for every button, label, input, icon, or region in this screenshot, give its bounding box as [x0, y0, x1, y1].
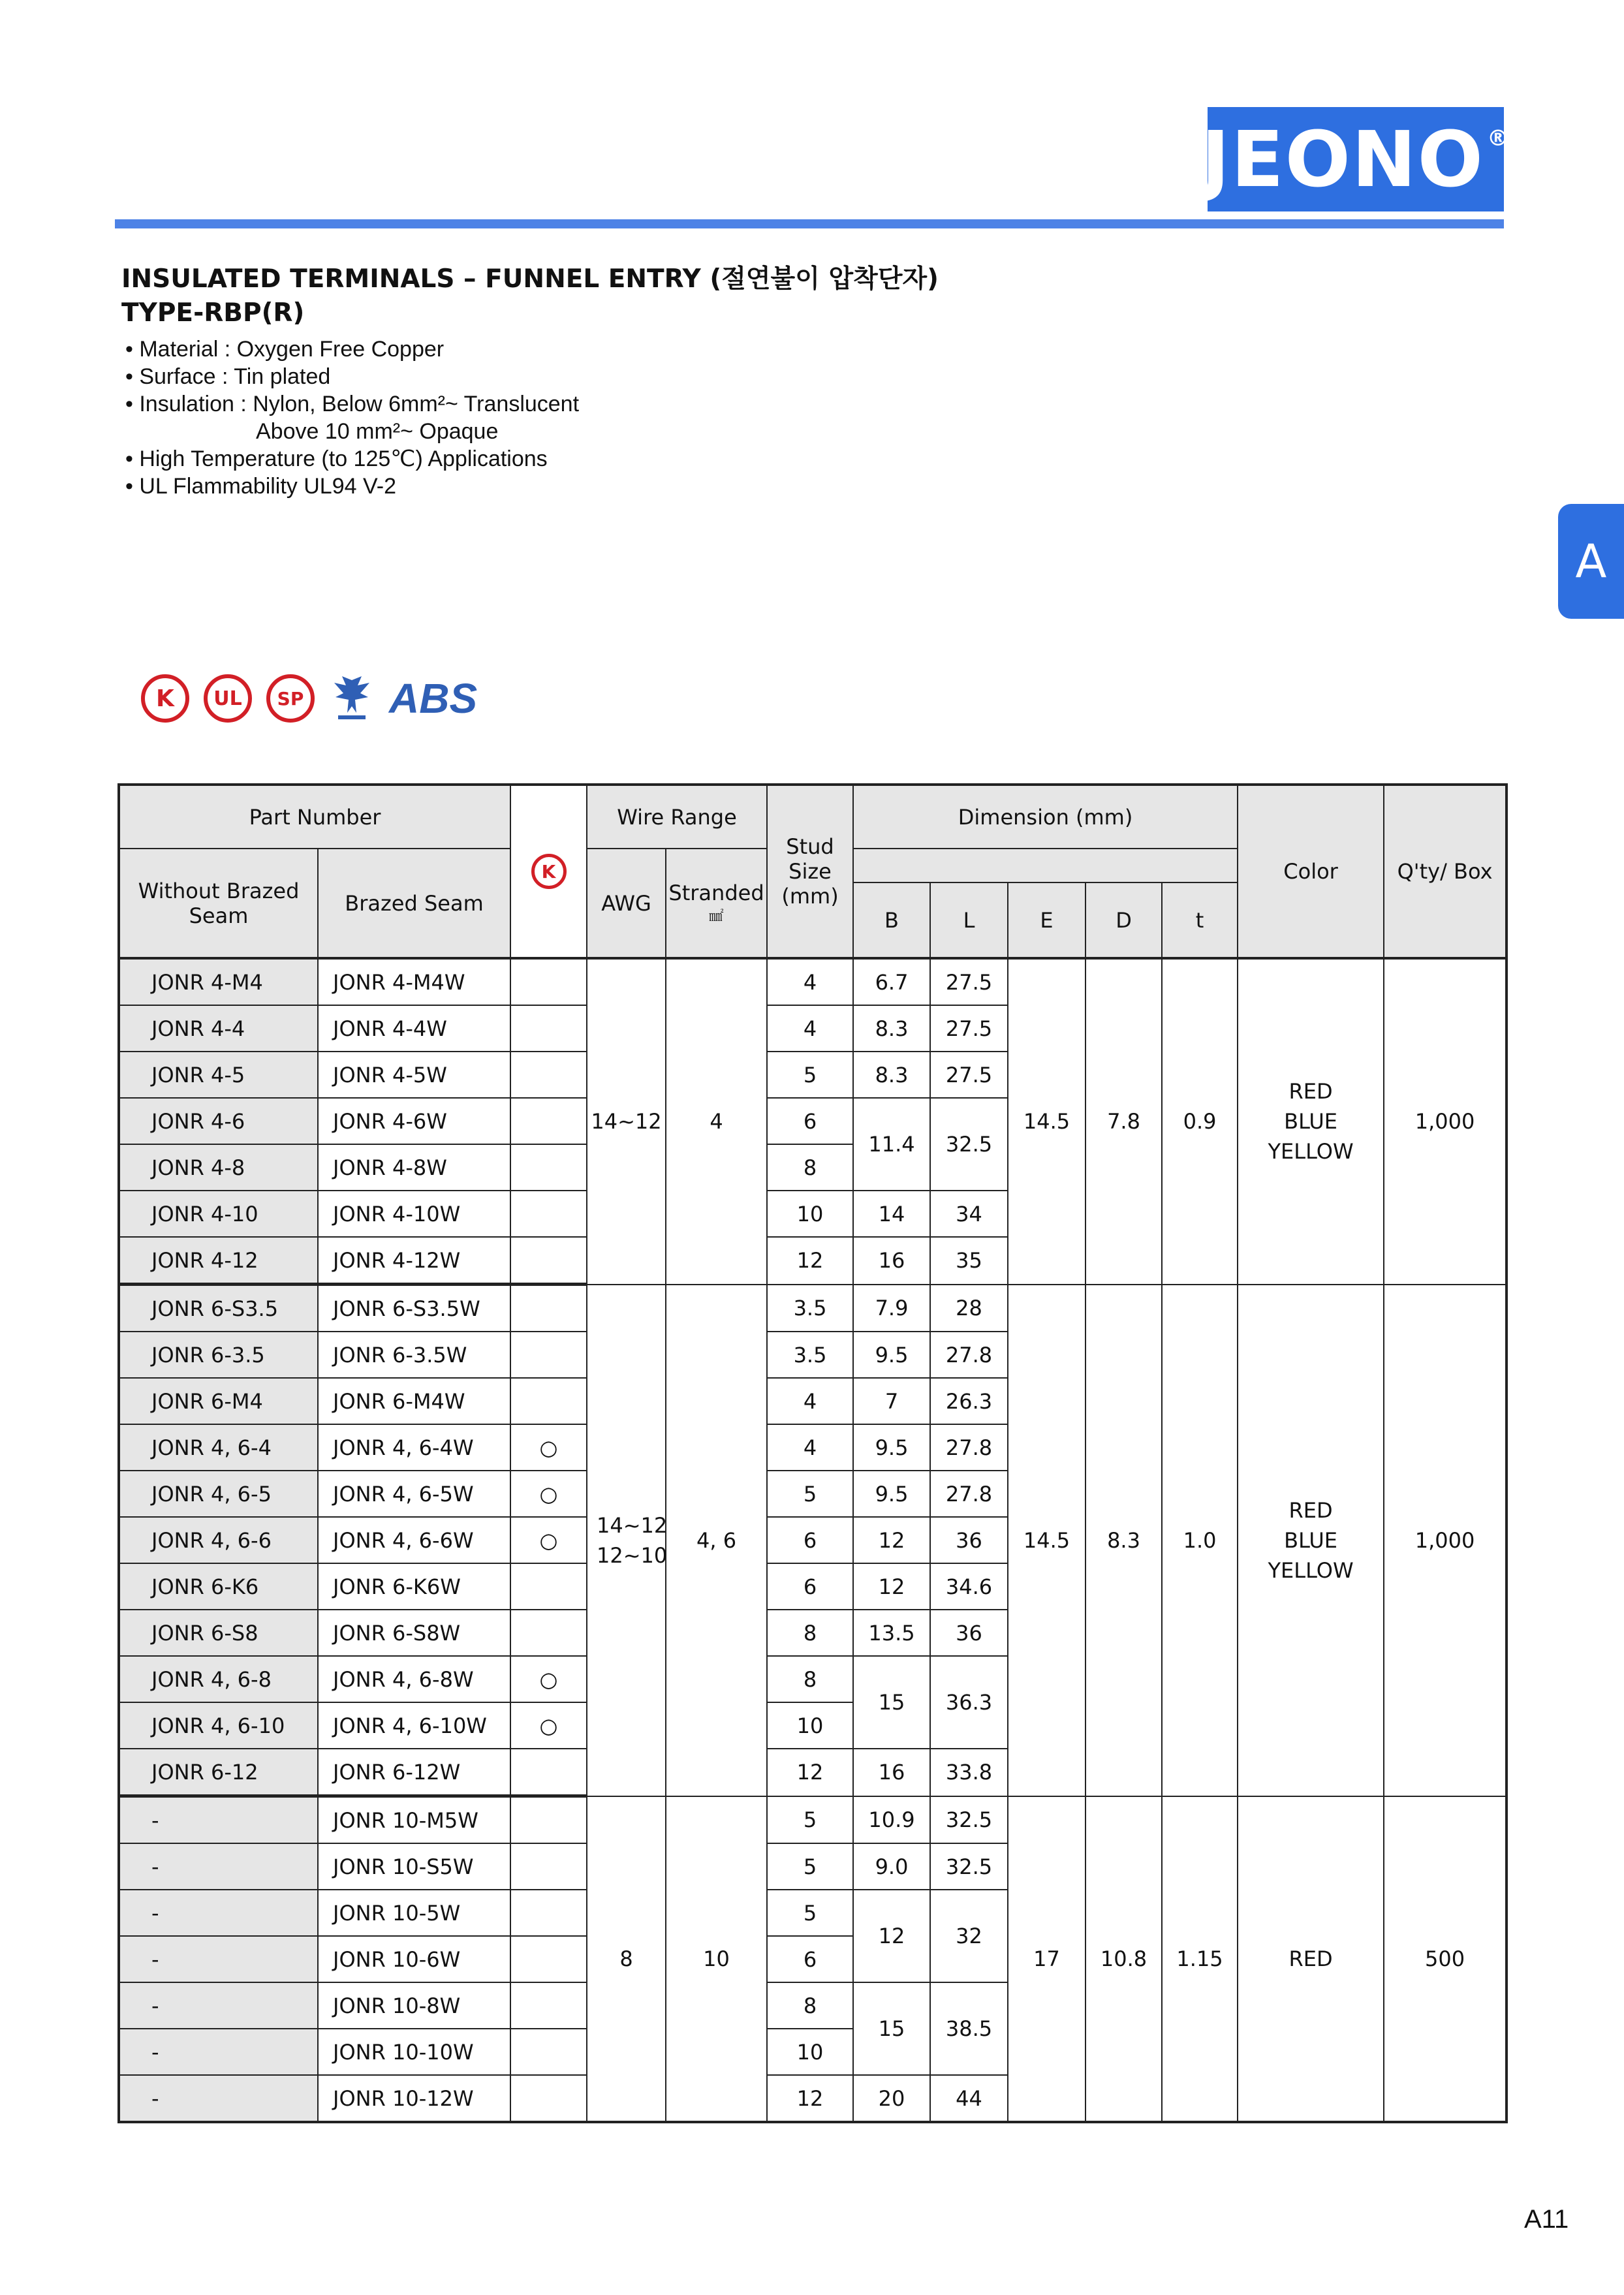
- header-rule: [115, 219, 1504, 228]
- cell-stud: 10: [767, 2029, 853, 2075]
- cell-stud: 6: [767, 1517, 853, 1563]
- k-cert-icon: K: [141, 674, 189, 723]
- header-qty-box: Q'ty/ Box: [1384, 785, 1507, 958]
- cell-stud: 6: [767, 1563, 853, 1610]
- cell-l: 36.3: [930, 1656, 1008, 1749]
- cell-b: 6.7: [853, 958, 930, 1005]
- cell-b: 15: [853, 1982, 930, 2075]
- header-d: D: [1085, 882, 1162, 958]
- cell-k: [510, 1237, 587, 1285]
- cell-stud: 5: [767, 1052, 853, 1098]
- cell-l: 34: [930, 1191, 1008, 1237]
- cell-without: JONR 4-5: [119, 1052, 318, 1098]
- cell-l: 27.5: [930, 1052, 1008, 1098]
- group3-color: RED: [1238, 1796, 1384, 2123]
- group2-d: 8.3: [1085, 1285, 1162, 1796]
- cell-without: JONR 4-4: [119, 1005, 318, 1052]
- cell-k: [510, 1005, 587, 1052]
- header-l: L: [930, 882, 1008, 958]
- cell-without: -: [119, 1796, 318, 1844]
- cell-brazed: JONR 4-5W: [318, 1052, 510, 1098]
- group2-awg: 14~12 12~10: [587, 1285, 666, 1796]
- cell-b: 9.5: [853, 1471, 930, 1517]
- cell-k: [510, 1378, 587, 1424]
- group1-d: 7.8: [1085, 958, 1162, 1285]
- cell-b: 8.3: [853, 1052, 930, 1098]
- cell-without: -: [119, 1936, 318, 1982]
- cell-without: JONR 4-10: [119, 1191, 318, 1237]
- cell-brazed: JONR 10-10W: [318, 2029, 510, 2075]
- cell-k: [510, 1144, 587, 1191]
- cell-brazed: JONR 4-8W: [318, 1144, 510, 1191]
- group3-qty: 500: [1384, 1796, 1507, 2123]
- cell-b: 9.0: [853, 1843, 930, 1890]
- cell-l: 34.6: [930, 1563, 1008, 1610]
- header-t: t: [1162, 882, 1238, 958]
- cell-k: [510, 1796, 587, 1844]
- cell-k: ○: [510, 1424, 587, 1471]
- page-number: A11: [1524, 2205, 1569, 2234]
- group1-stranded: 4: [666, 958, 767, 1285]
- group3-stranded: 10: [666, 1796, 767, 2123]
- header-e: E: [1008, 882, 1085, 958]
- cell-without: JONR 6-S3.5: [119, 1285, 318, 1332]
- bullet-temperature: • High Temperature (to 125℃) Applications: [125, 446, 548, 471]
- cell-without: JONR 4, 6-5: [119, 1471, 318, 1517]
- cell-b: 14: [853, 1191, 930, 1237]
- cell-b: 20: [853, 2075, 930, 2122]
- cell-l: 27.5: [930, 958, 1008, 1005]
- cell-k: [510, 1890, 587, 1936]
- cell-without: JONR 6-3.5: [119, 1332, 318, 1378]
- cell-b: 8.3: [853, 1005, 930, 1052]
- group2-t: 1.0: [1162, 1285, 1238, 1796]
- registered-mark: ®: [1486, 125, 1510, 151]
- header-b: B: [853, 882, 930, 958]
- group3-e: 17: [1008, 1796, 1085, 2123]
- group2-qty: 1,000: [1384, 1285, 1507, 1796]
- cell-k: [510, 2029, 587, 2075]
- cell-brazed: JONR 4, 6-10W: [318, 1702, 510, 1749]
- cell-without: -: [119, 1890, 318, 1936]
- cell-stud: 12: [767, 1749, 853, 1796]
- cell-b: 9.5: [853, 1424, 930, 1471]
- cell-l: 28: [930, 1285, 1008, 1332]
- cell-k: [510, 1982, 587, 2029]
- cell-brazed: JONR 6-3.5W: [318, 1332, 510, 1378]
- cell-l: 26.3: [930, 1378, 1008, 1424]
- bullet-insulation: • Insulation : Nylon, Below 6mm²~ Translucent: [125, 392, 580, 416]
- cell-brazed: JONR 10-M5W: [318, 1796, 510, 1844]
- group1-awg: 14~12: [587, 958, 666, 1285]
- cell-without: JONR 4-M4: [119, 958, 318, 1005]
- cell-brazed: JONR 4-4W: [318, 1005, 510, 1052]
- group1-e: 14.5: [1008, 958, 1085, 1285]
- group2-color: RED BLUE YELLOW: [1238, 1285, 1384, 1796]
- cell-k: [510, 958, 587, 1005]
- cell-brazed: JONR 10-6W: [318, 1936, 510, 1982]
- cell-without: JONR 6-S8: [119, 1610, 318, 1656]
- bullet-material: • Material : Oxygen Free Copper: [125, 337, 445, 362]
- page-title: [121, 262, 939, 330]
- cell-brazed: JONR 4, 6-5W: [318, 1471, 510, 1517]
- cell-stud: 5: [767, 1471, 853, 1517]
- cell-brazed: JONR 6-M4W: [318, 1378, 510, 1424]
- abs-eagle-icon: [329, 674, 375, 723]
- cell-stud: 8: [767, 1610, 853, 1656]
- cell-b: 13.5: [853, 1610, 930, 1656]
- cell-brazed: JONR 6-K6W: [318, 1563, 510, 1610]
- spec-table: [117, 783, 1508, 2123]
- cell-brazed: JONR 4, 6-6W: [318, 1517, 510, 1563]
- cell-brazed: JONR 4, 6-4W: [318, 1424, 510, 1471]
- header-part-number: Part Number: [119, 785, 510, 849]
- cell-without: JONR 4, 6-6: [119, 1517, 318, 1563]
- cell-brazed: JONR 10-5W: [318, 1890, 510, 1936]
- cell-k: ○: [510, 1471, 587, 1517]
- cell-b: 16: [853, 1749, 930, 1796]
- cell-k: [510, 1749, 587, 1796]
- cell-l: 32.5: [930, 1098, 1008, 1191]
- certification-logos: [141, 674, 477, 723]
- cell-stud: 10: [767, 1702, 853, 1749]
- header-stranded: [666, 849, 767, 958]
- cell-stud: 8: [767, 1982, 853, 2029]
- cell-without: JONR 4-6: [119, 1098, 318, 1144]
- cell-k: ○: [510, 1702, 587, 1749]
- cell-without: -: [119, 2075, 318, 2122]
- cell-stud: 12: [767, 1237, 853, 1285]
- header-color: Color: [1238, 785, 1384, 958]
- cell-brazed: JONR 4-6W: [318, 1098, 510, 1144]
- csa-cert-icon: SP: [266, 674, 315, 723]
- cell-l: 44: [930, 2075, 1008, 2122]
- cell-k: [510, 1936, 587, 1982]
- brand-name: JEONO: [1201, 114, 1484, 204]
- cell-k: [510, 1332, 587, 1378]
- bullet-surface: • Surface : Tin plated: [125, 364, 331, 389]
- cell-b: 16: [853, 1237, 930, 1285]
- group3-d: 10.8: [1085, 1796, 1162, 2123]
- cell-stud: 5: [767, 1796, 853, 1844]
- group1-t: 0.9: [1162, 958, 1238, 1285]
- bullet-flammability: • UL Flammability UL94 V-2: [125, 474, 397, 499]
- cell-l: 32.5: [930, 1796, 1008, 1844]
- cell-without: JONR 4, 6-4: [119, 1424, 318, 1471]
- cell-stud: 8: [767, 1144, 853, 1191]
- cell-k: ○: [510, 1656, 587, 1702]
- cell-stud: 5: [767, 1843, 853, 1890]
- header-k-mark: [510, 785, 587, 958]
- cell-l: 32.5: [930, 1843, 1008, 1890]
- cell-b: 9.5: [853, 1332, 930, 1378]
- cell-l: 32: [930, 1890, 1008, 1982]
- cell-stud: 4: [767, 1378, 853, 1424]
- stranded-label: Stranded: [668, 881, 764, 905]
- cell-stud: 3.5: [767, 1332, 853, 1378]
- cell-stud: 12: [767, 2075, 853, 2122]
- cell-stud: 10: [767, 1191, 853, 1237]
- cell-l: 35: [930, 1237, 1008, 1285]
- group3-t: 1.15: [1162, 1796, 1238, 2123]
- cell-l: 36: [930, 1610, 1008, 1656]
- cell-brazed: JONR 6-12W: [318, 1749, 510, 1796]
- cell-brazed: JONR 4-10W: [318, 1191, 510, 1237]
- cell-brazed: JONR 10-S5W: [318, 1843, 510, 1890]
- k-mark-icon: K: [531, 854, 567, 889]
- group2-e: 14.5: [1008, 1285, 1085, 1796]
- cell-brazed: JONR 4-M4W: [318, 958, 510, 1005]
- cell-without: JONR 6-12: [119, 1749, 318, 1796]
- cell-brazed: JONR 10-12W: [318, 2075, 510, 2122]
- cell-l: 38.5: [930, 1982, 1008, 2075]
- header-dimension-spacer: [853, 849, 1238, 882]
- cell-b: 12: [853, 1563, 930, 1610]
- cell-l: 27.5: [930, 1005, 1008, 1052]
- cell-without: JONR 4, 6-10: [119, 1702, 318, 1749]
- cell-brazed: JONR 4-12W: [318, 1237, 510, 1285]
- cell-without: -: [119, 2029, 318, 2075]
- cell-stud: 4: [767, 1005, 853, 1052]
- group2-stranded: 4, 6: [666, 1285, 767, 1796]
- cell-brazed: JONR 4, 6-8W: [318, 1656, 510, 1702]
- stranded-unit: ㎟: [709, 909, 724, 925]
- cell-b: 10.9: [853, 1796, 930, 1844]
- cell-b: 7: [853, 1378, 930, 1424]
- cell-without: JONR 6-M4: [119, 1378, 318, 1424]
- cell-b: 15: [853, 1656, 930, 1749]
- cell-stud: 3.5: [767, 1285, 853, 1332]
- cell-k: [510, 1191, 587, 1237]
- cell-brazed: JONR 10-8W: [318, 1982, 510, 2029]
- header-stud-size: Stud Size (mm): [767, 785, 853, 958]
- cell-stud: 8: [767, 1656, 853, 1702]
- cell-l: 27.8: [930, 1424, 1008, 1471]
- cell-stud: 6: [767, 1098, 853, 1144]
- header-without-brazed: Without Brazed Seam: [119, 849, 318, 958]
- cell-b: 12: [853, 1890, 930, 1982]
- cell-without: JONR 4, 6-8: [119, 1656, 318, 1702]
- title-line-1: INSULATED TERMINALS – FUNNEL ENTRY (절연불이 압착단자): [121, 264, 939, 294]
- header-awg: AWG: [587, 849, 666, 958]
- spec-bullets: [125, 336, 579, 500]
- cell-l: 36: [930, 1517, 1008, 1563]
- cell-l: 33.8: [930, 1749, 1008, 1796]
- cell-l: 27.8: [930, 1471, 1008, 1517]
- abs-cert-icon: ABS: [389, 675, 478, 722]
- cell-brazed: JONR 6-S8W: [318, 1610, 510, 1656]
- brand-logo: [1201, 107, 1510, 211]
- header-brazed-seam: Brazed Seam: [318, 849, 510, 958]
- group1-qty: 1,000: [1384, 958, 1507, 1285]
- cell-l: 27.8: [930, 1332, 1008, 1378]
- cell-without: JONR 6-K6: [119, 1563, 318, 1610]
- cell-without: -: [119, 1982, 318, 2029]
- cell-k: [510, 1610, 587, 1656]
- cell-k: [510, 1285, 587, 1332]
- cell-k: [510, 1098, 587, 1144]
- cell-stud: 6: [767, 1936, 853, 1982]
- cell-without: -: [119, 1843, 318, 1890]
- cell-k: [510, 1563, 587, 1610]
- cell-brazed: JONR 6-S3.5W: [318, 1285, 510, 1332]
- header-wire-range: Wire Range: [587, 785, 767, 849]
- cell-k: ○: [510, 1517, 587, 1563]
- group3-awg: 8: [587, 1796, 666, 2123]
- cell-k: [510, 1052, 587, 1098]
- cell-stud: 4: [767, 958, 853, 1005]
- group1-color: RED BLUE YELLOW: [1238, 958, 1384, 1285]
- title-line-2: TYPE-RBP(R): [121, 298, 305, 328]
- cell-without: JONR 4-12: [119, 1237, 318, 1285]
- cell-k: [510, 1843, 587, 1890]
- ul-cert-icon: UL: [204, 674, 252, 723]
- section-tab[interactable]: A: [1558, 504, 1624, 619]
- cell-b: 12: [853, 1517, 930, 1563]
- bullet-insulation-cont: Above 10 mm²~ Opaque: [256, 419, 499, 444]
- cell-b: 7.9: [853, 1285, 930, 1332]
- cell-stud: 5: [767, 1890, 853, 1936]
- cell-stud: 4: [767, 1424, 853, 1471]
- header-dimension: Dimension (mm): [853, 785, 1238, 849]
- cell-k: [510, 2075, 587, 2122]
- cell-b: 11.4: [853, 1098, 930, 1191]
- cell-without: JONR 4-8: [119, 1144, 318, 1191]
